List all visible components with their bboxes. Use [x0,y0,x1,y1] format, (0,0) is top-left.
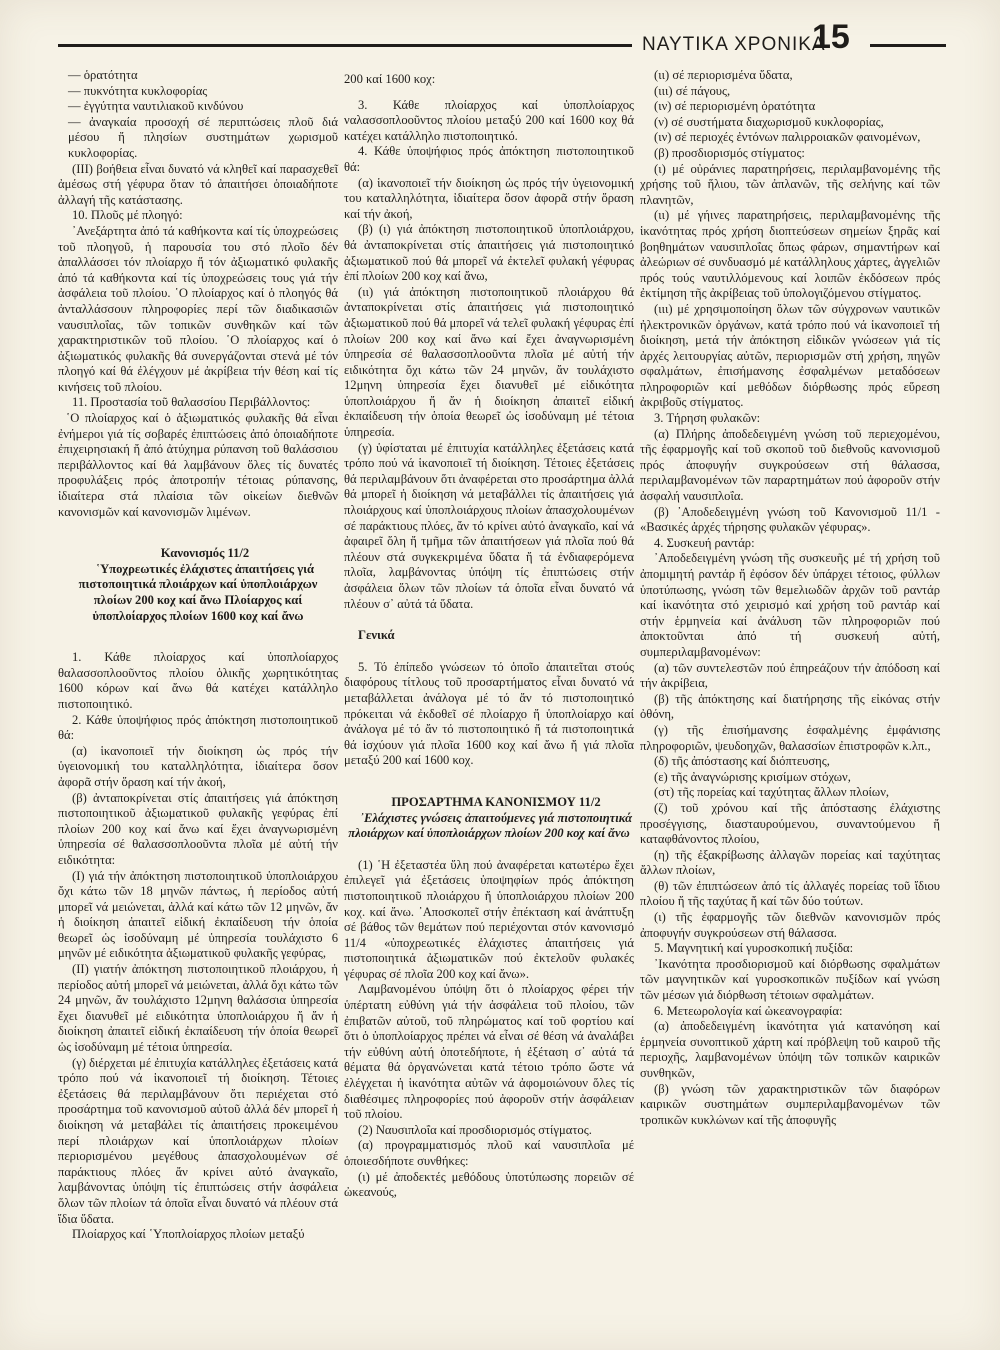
header-rule-right [870,44,946,47]
section-title: 5. Μαγνητική καί γυροσκοπική πυξίδα: [654,941,854,956]
paragraph: 5. Τό ἐπίπεδο γνώσεων τό ὁποῖο ἀπαιτεῖται στούς διαφόρους τίτλους τοῦ προσαρτήματος εἶναι δυνατό νά μεταβάλλεται ἀνάλογα μέ τό ἄν τό πιστοποιητικό πρόκειται νά ἐκδοθεῖ σέ πλοίαρχο ἤ ὑποπλοίαρχο καί ἀνάλογα μέ τό ἄν τό πιστοποιητικό ἤ τά πιστοποιητικά θά ἰσχύουν γιά πλοῖα 1600 κοχ καί ἄνω ἤ γιά πλοῖα μεταξύ 200 καί 1600 κοχ. [344,659,634,768]
list-item: (η) τῆς ἐξακρίβωσης ἀλλαγῶν πορείας καί ταχύτητας ἄλλων πλοίων, [640,847,940,878]
regulation-subheading: ῾Υποχρεωτικές ἐλάχιστες ἀπαιτήσεις γιά πιστοποιητικά πλοιάρχων καί ὑποπλοιάρχων πλοίων 200 κοχ καί ἄνω Πλοίαρχος καί ὑποπλοίαρχος πλοίων 1600 κοχ καί ἄνω [78,561,318,623]
list-item: (ν) σέ συστήματα διαχωρισμοῦ κυκλοφορίας, [654,114,884,129]
list-item: (β) γνώση τῶν χαρακτηριστικῶν τῶν διαφόρων καιρικῶν συστημάτων συμπεριλαμβανομένων τῶν τροπικῶν κυκλώνων καί τῆς ἀποφυγῆς [640,1081,940,1127]
paragraph: 200 καί 1600 κοχ: [344,72,436,86]
section-title: 11. Προστασία τοῦ θαλασσίου Περιβάλλοντος: [72,395,311,410]
page-number: 15 [812,18,850,56]
list-item: (β) ᾿Αποδεδειγμένη γνώση τοῦ Κανονισμοῦ 11/1 - «Βασικές ἀρχές τήρησης φυλακῶν γέφυρας». [640,504,940,535]
paragraph: ᾿Αποδεδειγμένη γνώση τῆς συσκευῆς μέ τή χρήση τοῦ ἀπομιμητή ραντάρ ἤ ἐφόσον δέν ὑπάρχει τέτοιος, φύλλων ὑποτύπωσης, γνώση τῶν θεμελιωδῶν ἀρχῶν τοῦ ραντάρ καί ἱκανότητα στό χειρισμό καί χρήση τοῦ ραντάρ καί στήν ἑρμηνεία καί ἀνάλυση τῶν πληροφοριῶν πού ἀποκτοῦνται ἀπό τή συσκευή αὐτή, συμπεριλαμβανομένων: [640,551,940,659]
list-item: (ι) μέ οὐράνιες παρατηρήσεις, περιλαμβανομένης τῆς χρήσης τοῦ ἥλιου, τῶν ἀπλανῶν, τῆς σελήνης καί τῶν πλανητῶν, [640,161,940,207]
list-item: (ιν) σέ περιοχές ἐντόνων παλιρροιακῶν φαινομένων, [654,130,921,145]
list-item: (α) ἀποδεδειγμένη ἱκανότητα γιά κατανόηση καί ἑρμηνεία συνοπτικοῦ χάρτη καί πρόβλεψη τοῦ καιροῦ τῆς περιοχῆς, λαμβανομένων ὑπόψη τῶν τοπικῶν καιρικῶν συνθηκῶν, [640,1019,940,1080]
publication-title: ΝΑΥΤΙΚΑ ΧΡΟΝΙΚΑ [642,34,826,55]
paragraph: Λαμβανομένου ὑπόψη ὅτι ὁ πλοίαρχος φέρει τήν ὑπέρτατη εὐθύνη γιά τήν ἀσφάλεια τοῦ πλοίου, τῶν ἐπιβατῶν αὐτοῦ, τοῦ πληρώματος καί τοῦ φορτίου καί ὅτι ὁ ὑποπλοίαρχος πρέπει νά εἶναι σέ θέση νά ἀναλάβει τήν εὐθύνη αὐτή ὁποτεδήποτε, ἡ ἐξέταση σ᾿ αὐτά τά θέματα θά ὀργανώνεται κατά τέτοιο τρόπο ὥστε νά ἐλέγχεται ἡ ἱκανότητα αὐτῶν νά ἀφομοιώνουν ὅλες τίς διαθέσιμες πληροφορίες πού ἀφοροῦν στήν ἀσφάλειαν τοῦ πλοίου. [344,982,634,1122]
section-title: 3. Τήρηση φυλακῶν: [654,411,761,426]
appendix-subheading: ᾿Ελάχιστες γνώσεις ἀπαιτούμενες γιά πιστοποιητικά πλοιάρχων καί ὑποπλοιάρχων πλοίων 200 κοχ καί ἄνω [348,810,633,841]
paragraph: (γ) ὑφίσταται μέ ἐπιτυχία κατάλληλες ἐξετάσεις κατά τρόπο πού νά ἱκανοποιεῖ τή διοίκηση. Τέτοιες ἐξετάσεις θά περιλαμβάνουν ὅτι ἀναφέρεται στο προσάρτημα ἀλλά θά μπορεῖ ἡ διοίκηση νά μεταβάλλει τίς ἀπαιτήσεις γιά πλοιάρχους καί ὑποπλοιάρχους πλοίων ἀπασχολουμένων σέ παράκτιους πλόες, ἄν τό κρίνει αὐτό ἀναγκαῖο, καί νά ἀφαιρεῖ ὅλη ἤ τμῆμα τῶν ἀπαιτήσεων γιά πλοῖα πού θά πλέουν στά συγκεκριμένα ὕδατα ἤ τά ἐνδιαφερόμενα πλοῖα, λαμβάνοντας ὑπόψη τίς ἐπιπτώσεις στήν ἀσφάλεια ὅλων τῶν πλοίων τά ὁποῖα εἶναι δυνατό νά πλέουν σ᾿ αὐτά τά ὕδατα. [344,440,634,611]
paragraph: (ι) μέ ἀποδεκτές μεθόδους ὑποτύπωσης πορειῶν σέ ὠκεανούς, [344,1169,634,1200]
paragraph: (γ) διέρχεται μέ ἐπιτυχία κατάλληλες ἐξετάσεις κατά τρόπο πού νά ἱκανοποιεῖ τή διοίκηση. Τέτοιες ἐξετάσεις θά περιλαμβάνουν ὅτι περιέχεται στό προσάρτημα τοῦ κανονισμοῦ αὐτοῦ ἀλλά δέν μπορεῖ ἡ διοίκηση νά μεταβάλει τίς ἀπαιτήσεις προκειμένου περί πλοιάρχων καί ὑποπλοιάρχων πλοίων περιορισμένου μεγέθους ἀπασχολουμένων σέ παράκτιους πλόες ἄν κρίνει αὐτό ἀναγκαῖο, λαμβάνοντας ὑπόψη τίς ἐπιπτώσεις στήν ἀσφάλεια ὅλων τῶν πλοίων τά ὁποῖα εἶναι δυνατό νά πλέουν στά ἴδια ὕδατα. [58,1055,338,1226]
paragraph: ᾿Ανεξάρτητα ἀπό τά καθήκοντα καί τίς ὑποχρεώσεις τοῦ πλοηγοῦ, ἡ παρουσία του στό πλοῖο δέν ἀπαλλάσσει τόν πλοίαρχο ἤ τόν ἀξιωματικό φυλακῆς ἀπό τά καθήκοντα καί τίς ὑποχρεώσεις τους γιά τήν ἀσφάλεια τοῦ πλοίου. ῾Ο πλοίαρχος καί ὁ πλοηγός θά ἀνταλλάσσουν πληροφορίες περί τῶν διαδικασιῶν ναυσιπλοΐας, τῶν τοπικῶν συνθηκῶν καί τῶν χαρακτηριστικῶν τοῦ πλοίου. ῾Ο πλοίαρχος καί ὁ ἀξιωματικός φυλακῆς θά συνεργάζονται στενά μέ τόν πλοηγό καί θά ἐλέγχουν μέ ἀκρίβεια τήν θέση καί τίς κινήσεις τοῦ πλοίου. [58,223,338,394]
column-3 [640,68,940,1128]
list-item: (ιι) σέ περιορισμένα ὕδατα, [654,68,793,82]
paragraph: (2) Ναυσιπλοΐα καί προσδιορισμός στίγματος. [358,1122,592,1137]
section-heading-general: Γενικά [358,628,395,643]
list-item: (β) τῆς ἀπόκτησης καί διατήρησης τῆς εἰκόνας στήν ὀθόνη, [640,691,940,722]
list-item: (α) Πλήρης ἀποδεδειγμένη γνώση τοῦ περιεχομένου, τῆς ἐφαρμογῆς καί τοῦ σκοποῦ τοῦ διεθνοῦς κανονισμοῦ πρός ἀποφυγήν συγκρούσεων στή θάλασσα, περιλαμβανομένων τῶν παραρτημάτων πού ἀφοροῦν στήν ἀσφαλή ναυσιπλοΐα. [640,426,940,504]
paragraph: (β) (ι) γιά ἀπόκτηση πιστοποιητικοῦ ὑποπλοιάρχου, θά ἀνταποκρίνεται στίς ἀπαιτήσεις γιά πιστοποιητικό ἀξιωματικοῦ πού θά μπορεῖ νά ἐκτελεῖ φυλακή γέφυρας ἐπί πλοίων 200 κοχ καί ἄνω, [344,222,634,284]
bullet-item: — ὁρατότητα [68,68,138,82]
paragraph: (1) ῾Η ἐξεταστέα ὕλη πού ἀναφέρεται κατωτέρω ἔχει ἐπιλεγεῖ γιά ἐξετάσεις ὑποψηφίων πρός ἀπόκτηση πιστοποιητικοῦ πλοιάρχου ἤ ὑποπλοιάρχου πλοίων 200 κοχ. καί ἄνω. ᾿Αποσκοπεῖ στήν ἐπέκταση καί ἀνάπτυξη σέ βάθος τῶν θεμάτων πού περιέχονται στόν κανονισμό 11/4 «ὑποχρεωτικές ἐλάχιστες ἀπαιτήσεις γιά πιστοποιητικά ἀξιωματικῶν πού ἐκτελοῦν φυλακές γέφυρας σέ πλοῖα 200 κοχ καί ἄνω». [344,857,634,981]
section-title: 4. Συσκευή ραντάρ: [654,535,755,550]
column-2 [344,72,634,1201]
paragraph: 4. Κάθε ὑποψήφιος πρός ἀπόκτηση πιστοποιητικοῦ θά: [344,144,634,174]
list-item: (α) τῶν συντελεστῶν πού ἐπηρεάζουν τήν ἀπόδοση καί τήν ἀκρίβεια, [640,660,940,691]
paragraph: (β) ἀνταποκρίνεται στίς ἀπαιτήσεις γιά ἀπόκτηση πιστοποιητικοῦ ἀξιωματικοῦ φυλακῆς γεφύρας ἐπί πλοίων 200 κοχ καί ἄνω καί ἔχει ἀναγνωρισμένη ὑπηρεσία σέ θαλασσοπλοοῦντα πλοῖα μέ αὐτή τήν ειδικότητα: [58,790,338,867]
column-1 [58,68,338,1243]
paragraph: 1. Κάθε πλοίαρχος καί ὑποπλοίαρχος θαλασσοπλοοῦντος πλοίου ὁλικῆς χωρητικότητας 1600 κόρων καί ἄνω θά κατέχει κατάλληλο πιστοποιητικό. [58,650,338,711]
list-item: (ι) τῆς ἐφαρμογῆς τῶν διεθνῶν κανονισμῶν πρός ἀποφυγήν συγκρούσεων στή θάλασσα. [640,910,940,940]
list-item: (ζ) τοῦ χρόνου καί τῆς ἀπόστασης ἐλάχιστης προσέγγισης, διασταυρούμενου, συναντούμενου ἤ καταφθάνοντος πλοίου, [640,800,940,847]
header-rule-left [58,44,632,47]
paragraph: Πλοίαρχος καί ῾Υποπλοίαρχος πλοίων μεταξύ [72,1227,305,1242]
paragraph: (α) ἱκανοποιεῖ τήν διοίκηση ὡς πρός τήν ὑγειονομική του καταλληλότητα, ἰδιαίτερα ὅσον ἀφορᾶ στήν ὅραση καί τήν ἀκοή, [58,743,338,789]
list-item: (ιιι) σέ πάγους, [654,83,731,98]
list-item: (ιι) μέ γήινες παρατηρήσεις, περιλαμβανομένης τῆς ἱκανότητας πρός χρήση διοπτεύσεων σημείων ξηρᾶς καί βοηθημάτων ναυσιπλοΐας ὅπως φάρων, σημαντήρων καί ἀλεώριων σέ συνδυασμό μέ κατάλληλους χάρτες, ἀγγελιῶν πρός τούς ναυτιλλόμενους καί λοιπῶν ἐκδόσεων πρός ἐκτίμηση τῆς ἀκρίβειας τοῦ ὑπολογιζόμενου στίγματος. [640,208,940,301]
paragraph: (Ι) γιά τήν ἀπόκτηση πιστοποιητικοῦ ὑποπλοιάρχου ὄχι κάτω τῶν 18 μηνῶν πάντως, ἡ περίοδος αὐτή μπορεῖ νά μειώνεται, ἀλλά καί κάτω τῶν 12 μηνῶν, ἄν ἡ διοίκηση ἀπαιτεῖ εἰδική ἐκπαίδευση τήν ὁποία θεωρεῖ ὡς ἰσοδύναμη μέ ὑπηρεσία τουλάχιστο 6 μηνῶν μέ ειδικότητα ἀξιωματικοῦ φυλακῆς γεφύρας, [58,868,338,961]
paragraph: (ιι) γιά ἀπόκτηση πιστοποιητικοῦ πλοιάρχου θά ἀνταποκρίνεται στίς ἀπαιτήσεις γιά πιστοποιητικό ἀξιωματικοῦ πού θά μπορεῖ νά τελεῖ φυλακή γέφυρας ἐπί πλοίων 200 κοχ καί ἄνω καί ἔχει ἀναγνωρισμένη ὑπηρεσία σέ θαλασσοπλοοῦντα πλοῖα μέ αὐτή τήν ειδικότητα ὄχι κάτω τῶν 24 μηνῶν, ἄν τουλάχιστο 12μηνη ὑπηρεσία ἔχει διανυθεῖ μέ εἰδικότητα ὑποπλοιάρχου ἤ ἄν ἡ διοίκηση ἀπαιτεῖ εἰδική ἐκπαίδευση τήν ὁποία θεωρεῖ ὡς ἰσοδύναμη μέ τέτοια ὑπηρεσία. [344,284,634,440]
bullet-item: — ἀναγκαία προσοχή σέ περιπτώσεις πλοῦ διά μέσου ἤ πλησίων συστημάτων χωρισμοῦ κυκλοφορίας. [68,114,338,160]
list-item: (στ) τῆς πορείας καί ταχύτητας ἄλλων πλοίων, [654,785,890,800]
list-item: (θ) τῶν ἐπιπτώσεων ἀπό τίς ἀλλαγές πορείας τοῦ ἴδιου πλοίου ἤ τῆς ταχύτας ἤ καί τῶν δύο τούτων. [640,878,940,909]
list-item: (ιν) σέ περιορισμένη ὁρατότητα [654,99,816,114]
list-item: (ε) τῆς ἀναγνώρισης κρισίμων στόχων, [654,769,851,784]
list-item: (γ) τῆς ἐπισήμανσης ἐσφαλμένης ἐμφάνισης πληροφοριῶν, ψευδοηχῶν, θαλασσίων ἐπιστροφῶν κ.λπ., [640,722,940,753]
paragraph: (ΙΙΙ) βοήθεια εἶναι δυνατό νά κληθεῖ καί παρασχεθεῖ ἀμέσως στή γέφυρα ὅταν τό ἀπαιτήσει ὁποιαδήποτε ἀλλαγή τῆς κατάστασης. [58,161,338,207]
list-item: (ιιι) μέ χρησιμοποίηση ὅλων τῶν σύγχρονων ναυτικῶν ἠλεκτρονικῶν ὀργάνων, κατά τρόπο πού νά ἱκανοποιεῖ τή διοίκηση, μετά τήν ἀπόκτηση εἰδικῶν γνώσεων γιά τίς ἀρχές λειτουργίας αὐτῶν, περιορισμῶν στή χρήση, πηγῶν σφαλμάτων, ἐπισήμανσης ἐσφαλμένων μεταδόσεων πληροφοριῶν καί μεθόδων διόρθωσης πρός εὕρεση ἀκριβοῦς στίγματος. [640,301,940,410]
section-title: 10. Πλοῦς μέ πλοηγό: [72,208,183,223]
paragraph: ᾿Ικανότητα προσδιορισμοῦ καί διόρθωσης σφαλμάτων τῶν μαγνητικῶν καί γυροσκοπικῶν πυξίδων καί γνώση τῶν μέσων γιά διόρθωση τέτοιων σφαλμάτων. [640,956,940,1003]
paragraph: 2. Κάθε ὑποψήφιος πρός ἀπόκτηση πιστοποιητικοῦ θά: [58,712,338,743]
paragraph: (α) ἱκανοποιεῖ τήν διοίκηση ὡς πρός τήν ὑγειονομική του καταλληλότητα, ἰδιαίτερα ὅσον ἀφορᾶ στήν ὅραση καί τήν ἀκοή, [344,175,634,221]
list-item: (β) προσδιορισμός στίγματος: [654,145,805,160]
regulation-heading: Κανονισμός 11/2 [160,546,250,561]
paragraph: (α) προγραμματισμός πλοῦ καί ναυσιπλοΐα μέ ὁποιεσδήποτε συνθήκες: [344,1138,634,1168]
list-item: (δ) τῆς ἀπόστασης καί διόπτευσης, [654,754,830,769]
paragraph: ῾Ο πλοίαρχος καί ὁ ἀξιωματικός φυλακῆς θά εἶναι ἐνήμεροι γιά τίς σοβαρές ἐπιπτώσεις ἀπό ὁποιαδήποτε ἐπιχειρησιακή ἤ ἀπό ἀτύχημα ρύπανση τοῦ θαλάσσιου περιβάλλοντος καί θά λαμβάνουν ὅλες τίς δυνατές προφυλάξεις πρός ἀποτροπήν τέτοιας ρύπανσης, ἰδιαίτερα στά πλαίσια τῶν οἰκείων διεθνῶν κανονισμῶν καί κανονισμῶν λιμένων. [58,411,338,519]
paragraph: (ΙΙ) γιατήν ἀπόκτηση πιστοποιητικοῦ πλοιάρχου, ἡ περίοδος αὐτή μπορεῖ νά μειώνεται, ἀλλά ὄχι κάτω τῶν 24 μηνῶν, ἄν τουλάχιστο 12μηνη θαλάσσια ὑπηρεσία ἔχει διανυθεῖ μέ ειδικότητα ὑποπλοιάρχου ἤ ἄν ἡ διοίκηση ἀπαιτεῖ εἰδική ἐκπαίδευση τήν ὁποία θεωρεῖ ὡς ἰσοδύναμη μέ τέτοια ὑπηρεσία. [58,962,338,1055]
appendix-heading: ΠΡΟΣΑΡΤΗΜΑ ΚΑΝΟΝΙΣΜΟΥ 11/2 [391,794,601,809]
bullet-item: — πυκνότητα κυκλοφορίας [68,83,208,98]
bullet-item: — ἐγγύτητα ναυτιλιακοῦ κινδύνου [68,99,244,114]
paragraph: 3. Κάθε πλοίαρχος καί ὑποπλοίαρχος ναλασσοπλοοῦντος πλοίου μεταξύ 200 καί 1600 κοχ θά κατέχει κατάλληλο πιστοποιητικό. [344,97,634,143]
section-title: 6. Μετεωρολογία καί ὠκεανογραφία: [654,1003,843,1018]
